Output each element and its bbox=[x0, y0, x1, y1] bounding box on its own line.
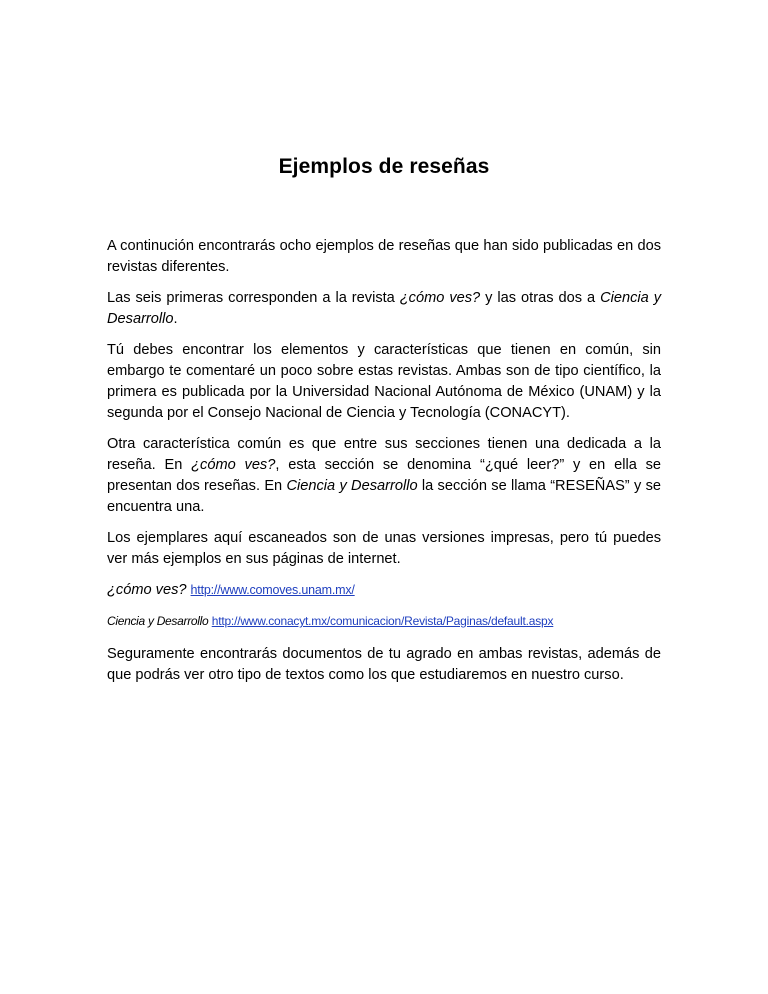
magazine-name-comoves: ¿cómo ves? bbox=[191, 457, 276, 473]
text-segment: y las otras dos a bbox=[480, 290, 601, 306]
conacyt-url-link[interactable]: http://www.conacyt.mx/comunicacion/Revista/Paginas/default.aspx bbox=[211, 614, 554, 628]
paragraph-sections bbox=[107, 434, 661, 518]
link-label: ¿cómo ves? bbox=[107, 582, 187, 598]
comoves-url-link[interactable]: http://www.comoves.unam.mx/ bbox=[190, 583, 355, 597]
magazine-name-ciencia: Ciencia y Desarrollo bbox=[107, 290, 662, 327]
page-title: Ejemplos de reseñas bbox=[278, 155, 490, 178]
text-segment: . bbox=[173, 311, 178, 327]
text-segment: , esta sección se denomina “¿qué leer?” y en ella se presentan dos reseñas. En bbox=[107, 457, 662, 494]
paragraph-description: Tú debes encontrar los elementos y características que tienen en común, sin embargo te comentaré un poco sobre estas revistas. Ambas son de tipo científico, la primera es publicada por la Universidad Nacional Autónoma de México (UNAM) y la segunda por el Consejo Nacional de Ciencia y Tecnología (CONACYT). bbox=[107, 342, 661, 421]
text-segment: Otra característica común es que entre sus secciones tienen una dedicada a la reseña. En bbox=[107, 436, 661, 473]
magazine-name-ciencia: Ciencia y Desarrollo bbox=[286, 478, 418, 494]
paragraph-closing: Seguramente encontrarás documentos de tu agrado en ambas revistas, además de que podrás ver otro tipo de textos como los que estudiaremos en nuestro curso. bbox=[107, 646, 661, 683]
link-row-comoves bbox=[107, 580, 661, 601]
text-segment: la sección se llama “RESEÑAS” y se encuentra una. bbox=[107, 478, 661, 515]
document-body bbox=[107, 236, 661, 696]
magazine-name-comoves: ¿cómo ves? bbox=[399, 290, 481, 306]
paragraph-magazines bbox=[107, 288, 661, 330]
text-segment: Las seis primeras corresponden a la revista bbox=[107, 290, 400, 306]
link-label: Ciencia y Desarrollo bbox=[107, 614, 209, 628]
paragraph-intro: A continución encontrarás ocho ejemplos de reseñas que han sido publicadas en dos revistas diferentes. bbox=[107, 238, 661, 275]
paragraph-websites: Los ejemplares aquí escaneados son de unas versiones impresas, pero tú puedes ver más ejemplos en sus páginas de internet. bbox=[107, 530, 661, 567]
link-row-ciencia bbox=[107, 611, 661, 632]
